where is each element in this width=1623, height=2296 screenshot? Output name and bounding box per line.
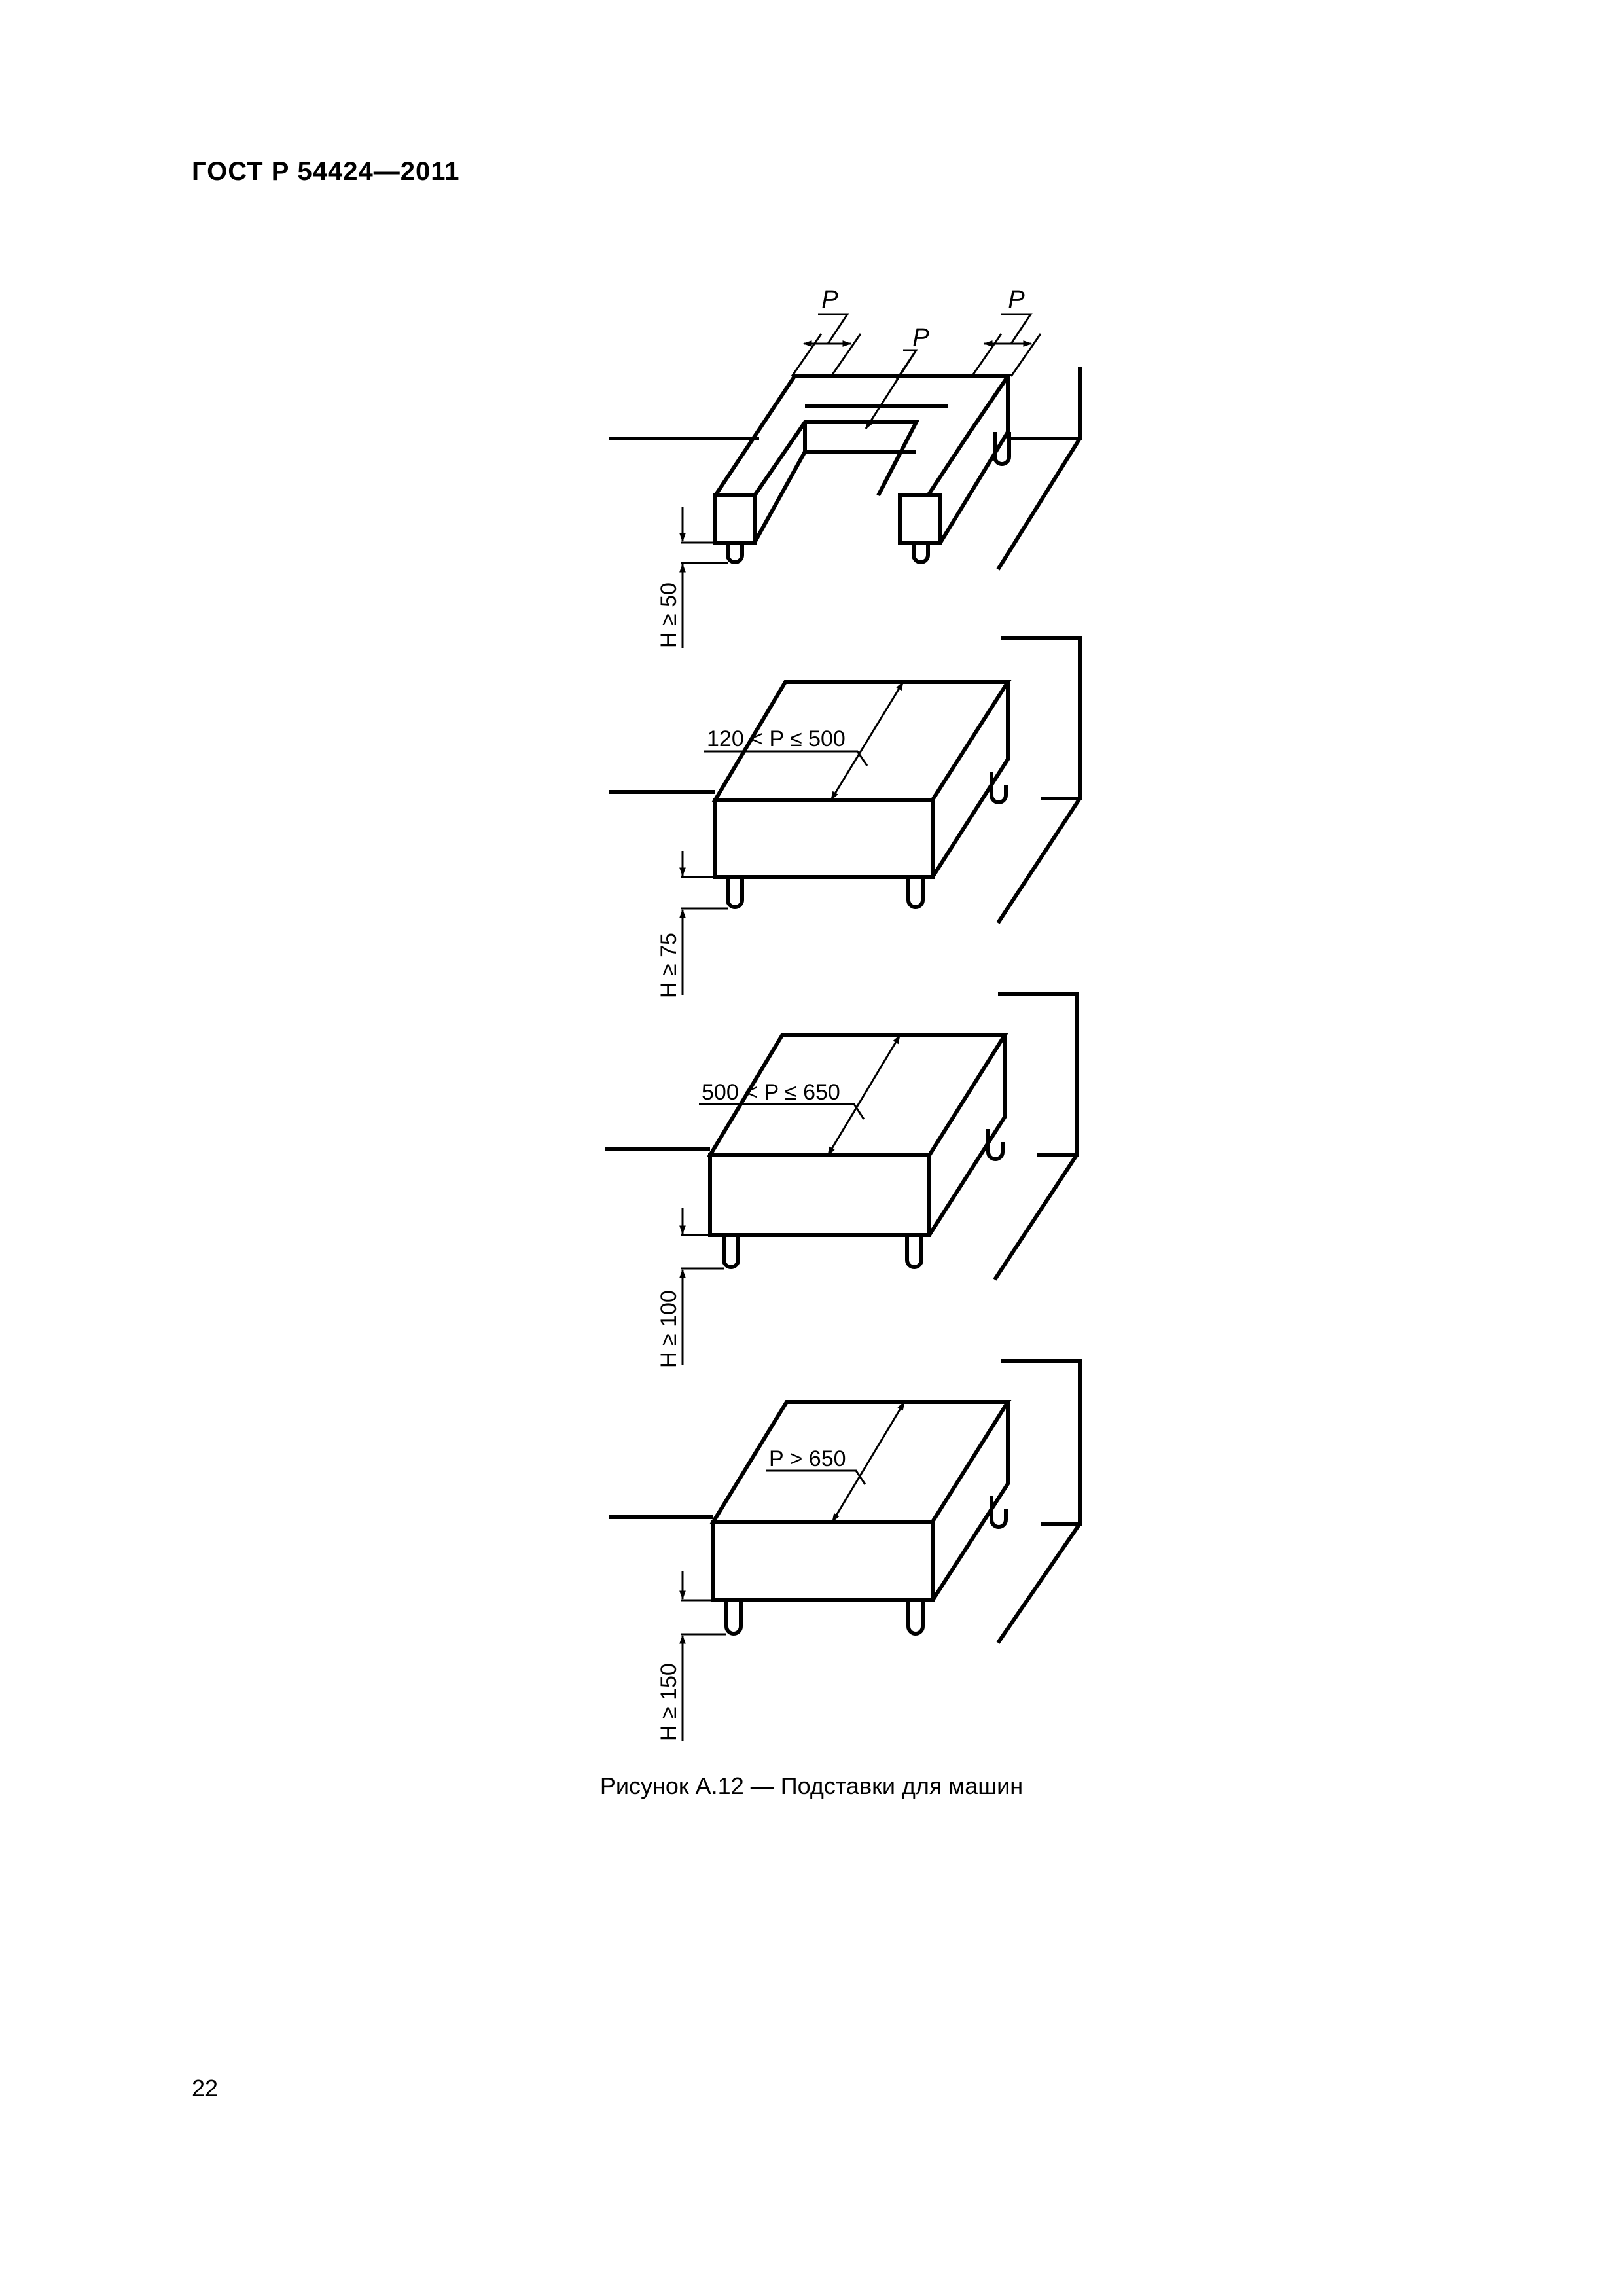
height-dimension <box>681 1208 724 1365</box>
document-header: ГОСТ Р 54424—2011 <box>192 157 460 186</box>
top-label-right: P <box>1008 286 1025 314</box>
height-label: H ≥ 100 <box>656 1290 681 1368</box>
dim-label: 120 < P ≤ 500 <box>707 726 846 751</box>
page-number: 22 <box>192 2075 219 2102</box>
panel-stand-over-650 <box>609 1361 1080 1741</box>
stand-block <box>715 682 1008 877</box>
height-label: H ≥ 150 <box>656 1663 681 1741</box>
panel-stand-500-650 <box>605 994 1077 1368</box>
top-label-left: P <box>821 286 838 314</box>
panel-u-stand <box>609 286 1080 648</box>
height-dimension <box>681 1571 726 1741</box>
stand-legs <box>726 1496 1006 1634</box>
height-dimension <box>681 507 728 648</box>
dim-label: 500 < P ≤ 650 <box>702 1080 840 1105</box>
stand-legs <box>728 772 1006 907</box>
height-label: H ≥ 50 <box>656 583 681 648</box>
figure-caption: Рисунок А.12 — Подставки для машин <box>599 1772 1024 1799</box>
height-dimension <box>681 851 728 995</box>
stand-block <box>713 1402 1008 1600</box>
panel-stand-120-500 <box>609 638 1080 998</box>
stand-block <box>710 1035 1005 1235</box>
u-stand-body <box>715 376 1008 543</box>
height-label: H ≥ 75 <box>656 933 681 998</box>
top-label-middle: P <box>912 324 929 351</box>
dim-label: P > 650 <box>769 1446 846 1471</box>
stand-legs <box>724 1129 1003 1267</box>
